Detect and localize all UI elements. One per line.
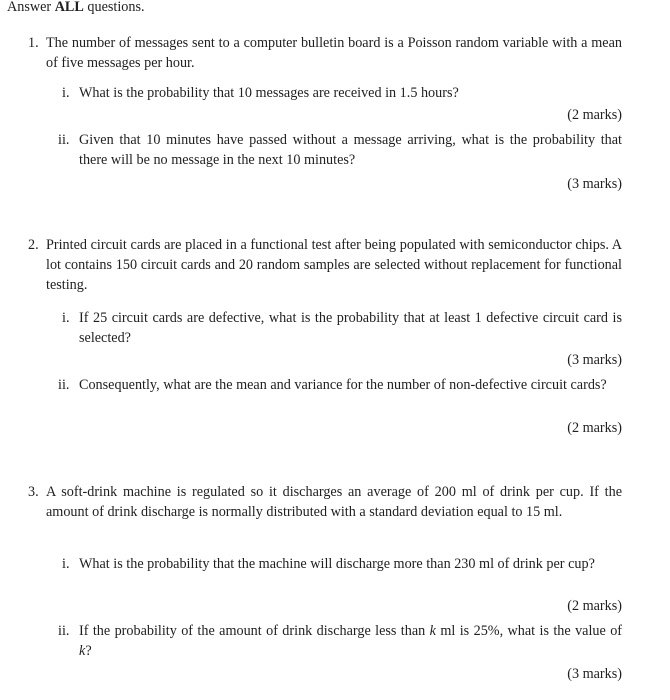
question-3-part-i <box>62 554 622 574</box>
question-number: 1. <box>28 35 39 51</box>
question-text: The number of messages sent to a computer bulletin board is a Poisson random variable with a mean of five messages per hour. <box>46 35 622 71</box>
question-1-part-ii <box>58 130 622 170</box>
question-text: Printed circuit cards are placed in a functional test after being populated with semiconductor chips. A lot contains 150 circuit cards and 20 random samples are selected without replacement for functional testing. <box>46 237 622 293</box>
question-number: 3. <box>28 484 39 500</box>
variable-k: k <box>79 643 86 659</box>
question-2 <box>28 235 622 295</box>
heading-bold: ALL <box>54 0 84 15</box>
marks-label: (3 marks) <box>567 666 622 682</box>
part-text-c: ? <box>85 643 92 659</box>
part-text: Consequently, what are the mean and variance for the number of non-defective circuit cards? <box>79 377 607 393</box>
part-text: What is the probability that the machine will discharge more than 230 ml of drink per cup? <box>79 556 595 572</box>
part-number: ii. <box>58 377 70 393</box>
part-number: i. <box>62 310 70 326</box>
part-number: i. <box>62 85 70 101</box>
instructions-heading <box>7 0 145 17</box>
question-2-part-ii <box>58 375 622 395</box>
question-text: A soft-drink machine is regulated so it discharges an average of 200 ml of drink per cup. If the amount of drink discharge is normally distributed with a standard deviation equal to 15 ml. <box>46 484 622 520</box>
question-1 <box>28 33 622 73</box>
part-number: i. <box>62 556 70 572</box>
marks-label: (2 marks) <box>567 107 622 123</box>
question-number: 2. <box>28 237 39 253</box>
marks-label: (3 marks) <box>567 352 622 368</box>
part-text: What is the probability that 10 messages are received in 1.5 hours? <box>79 85 459 101</box>
part-number: ii. <box>58 132 70 148</box>
question-1-part-i <box>62 83 622 103</box>
question-3 <box>28 482 622 522</box>
part-text: Given that 10 minutes have passed without a message arriving, what is the probability that there will be no message in the next 10 minutes? <box>79 132 622 168</box>
part-text-a: If the probability of the amount of drink discharge less than <box>79 623 426 639</box>
question-3-part-ii <box>58 621 623 661</box>
question-2-part-i <box>62 308 622 348</box>
marks-label: (2 marks) <box>567 598 622 614</box>
part-number: ii. <box>58 623 70 639</box>
part-text <box>79 621 622 661</box>
part-text-b: ml is 25%, what is the value of <box>440 623 623 639</box>
heading-suffix: questions. <box>87 0 145 15</box>
marks-label: (3 marks) <box>567 176 622 192</box>
heading-prefix: Answer <box>7 0 52 15</box>
part-text: If 25 circuit cards are defective, what is the probability that at least 1 defective circuit card is selected? <box>79 310 622 346</box>
variable-k: k <box>429 623 436 639</box>
marks-label: (2 marks) <box>567 420 622 436</box>
